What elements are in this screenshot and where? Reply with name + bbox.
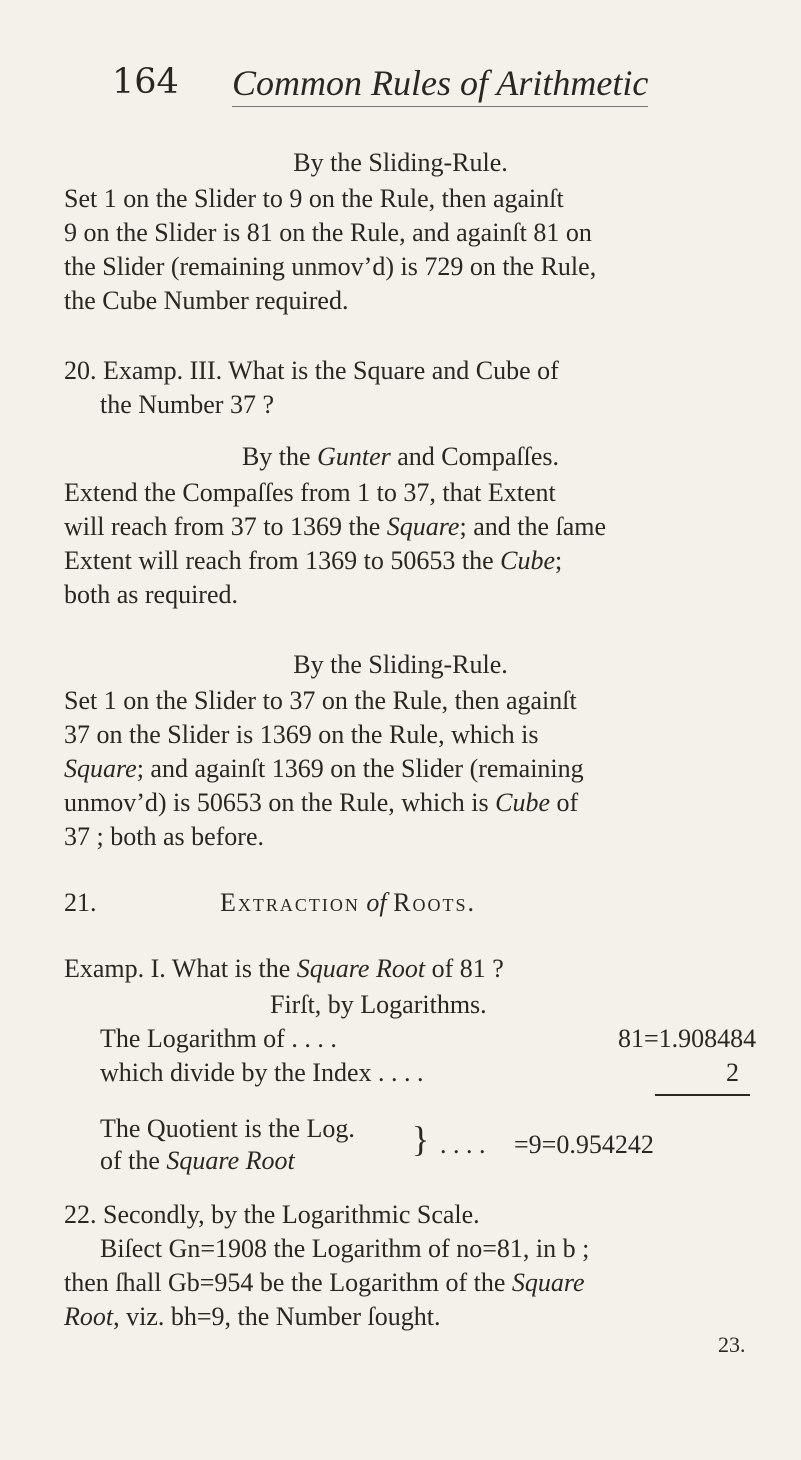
- p3-line-4: unmov’d) is 50653 on the Rule, which is Cube of: [64, 788, 579, 817]
- p3-line-2: 37 on the Slider is 1369 on the Rule, which is: [64, 720, 539, 749]
- catchword: 23.: [718, 1332, 746, 1357]
- heading-sliding-rule-1: By the Sliding-Rule.: [293, 148, 508, 177]
- quotient-dots: . . . .: [440, 1130, 486, 1159]
- p1-line-4: the Cube Number required.: [64, 286, 349, 315]
- section-22-line-2: Biſect Gn=1908 the Logarithm of no=81, in b ;: [100, 1234, 590, 1263]
- quotient-line-1: The Quotient is the Log.: [100, 1114, 355, 1143]
- quotient-line-2: of the Square Root: [100, 1146, 295, 1175]
- p2-line-3: Extent will reach from 1369 to 50653 the Cube;: [64, 546, 563, 575]
- p1-line-3: the Slider (remaining unmov’d) is 729 on the Rule,: [64, 252, 597, 281]
- section-22-line-4: Root, viz. bh=9, the Number ſought.: [64, 1302, 441, 1331]
- log-line-1-label: The Logarithm of . . . .: [100, 1024, 337, 1053]
- p3-line-1: Set 1 on the Slider to 37 on the Rule, then againſt: [64, 686, 577, 715]
- section-22-line-3: then ſhall Gb=954 be the Logarithm of the Square: [64, 1268, 585, 1297]
- log-line-2-label: which divide by the Index . . . .: [100, 1058, 424, 1087]
- p2-line-2: will reach from 37 to 1369 the Square; and the ſame: [64, 512, 607, 541]
- p2-line-1: Extend the Compaſſes from 1 to 37, that Extent: [64, 478, 556, 507]
- brace: }: [412, 1119, 430, 1159]
- example-20-line-2: the Number 37 ?: [100, 390, 275, 419]
- log-line-2-value: 2: [726, 1058, 739, 1087]
- log-line-1-value: 81=1.908484: [618, 1024, 757, 1053]
- p1-line-2: 9 on the Slider is 81 on the Rule, and againſt 81 on: [64, 218, 592, 247]
- section-22-line-1: 22. Secondly, by the Logarithmic Scale.: [64, 1200, 480, 1229]
- example-1-question: Examp. I. What is the Square Root of 81 ?: [64, 954, 504, 983]
- page-number: 164: [112, 62, 179, 102]
- p1-line-1: Set 1 on the Slider to 9 on the Rule, then againſt: [64, 184, 564, 213]
- example-20-line-1: 20. Examp. III. What is the Square and Cube of: [64, 356, 559, 385]
- division-rule: [655, 1094, 750, 1096]
- section-21-number: 21.: [64, 888, 97, 917]
- p3-line-3: Square; and againſt 1369 on the Slider (remaining: [64, 754, 584, 783]
- heading-sliding-rule-2: By the Sliding-Rule.: [293, 650, 508, 679]
- quotient-value: =9=0.954242: [514, 1130, 654, 1159]
- section-21-title: Extraction of Roots.: [220, 888, 476, 917]
- p3-line-5: 37 ; both as before.: [64, 822, 265, 851]
- running-title: Common Rules of Arithmetic: [232, 62, 648, 107]
- p2-line-4: both as required.: [64, 580, 239, 609]
- first-by-logarithms: Firſt, by Logarithms.: [270, 990, 487, 1019]
- heading-gunter: By the Gunter and Compaſſes.: [241, 442, 560, 471]
